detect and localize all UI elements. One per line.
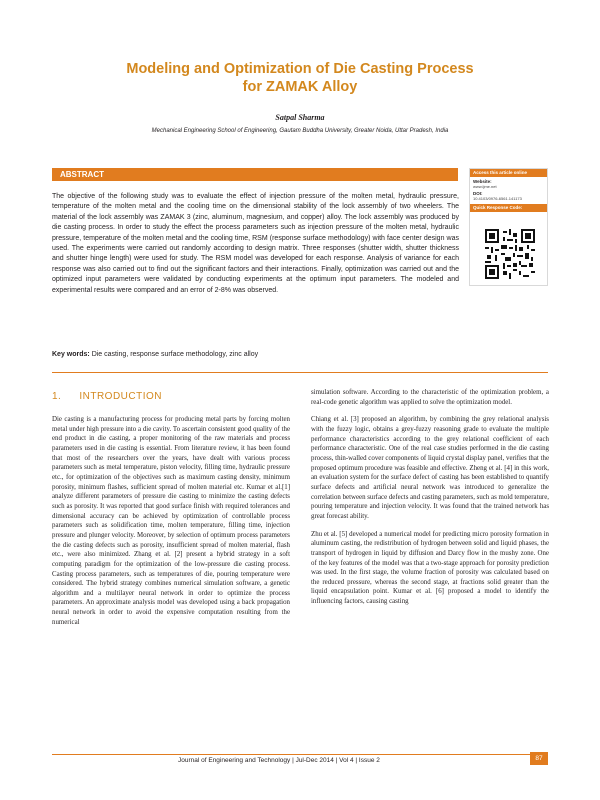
intro-paragraph-continued: simulation software. According to the characteristic of the optimization problem, a real-code genetic algorithm was applied to solve the optimization model. — [311, 389, 549, 406]
section-heading-introduction — [52, 391, 162, 402]
author-name: Satpal Sharma — [275, 113, 325, 122]
title-line-2: for ZAMAK Alloy — [242, 79, 358, 95]
right-column — [311, 388, 549, 615]
intro-paragraph-1: Die casting is a manufacturing process for producing metal parts by forcing molten metal under high pressure into a die cavity. To ascertain consistent good quality of the end product in die casting, a proper monitoring of the raw materials and process parameters used in die casting is essential. From literature review, it has been found that most of the researchers over the years, have dealt with various process parameters such as metal temperature, piston velocity, filling time, hydraulic pressure etc., for optimization of the objectives such as maximum casting density, minimum porosity, minimum flashes, sufficient spread of molten material etc. Kumar et al.[1] analyze different parameters of pressure die casting to minimize the casting defects such as porosity. It was reported that good surface finish with required tolerances and dimensional accuracy can be achieved by optimization of controllable process parameters such as solidification time, molten temperature, filling time, injection pressure and plunger velocity. Moreover, by selection of optimum process parameters the die casting defects such as porosity, insufficient spread of molten material, flash etc., were also minimized. Zhang et al. [2] present a hybrid strategy in a soft computing paradigm for the optimization of the low-pressure die casting process. Casting process parameters, such as temperatures of die, pouring temperature were considered. The hybrid strategy combines numerical simulation software, a genetic algorithm and a multilayer neural network in order to optimize the process parameters. An approximate analysis model was developed using a back propagation neural network in order to avoid the expensive computation resulting from the numerical — [52, 416, 290, 626]
qr-label: Quick Response Code: — [470, 204, 547, 212]
intro-paragraph-chiang: Chiang et al. [3] proposed an algorithm, by combining the grey relational analysis with the fuzzy logic, obtains a grey-fuzzy reasoning grade to evaluate the multiple performance characteristics according to the grey relational coefficient of each performance characteristic. One of the real case studies performed in the die casting process, thin-walled cover components of liquid crystal display panel, verifies that the proposed optimum procedure was feasible and effective. Zheng et al. [4] in this work, an evaluation system for the surface defect of casting has been established to quantify surface defects and artificial neural network was introduced to generalize the correlation between surface defects and casting parameters, such as mold temperature, pouring temperature and injection velocity. It was found that the trained network has great forecast ability. — [311, 416, 550, 520]
website-label: Website: — [473, 179, 492, 184]
website-link[interactable]: www.ijme.net — [473, 184, 497, 189]
intro-paragraph-zhu: Zhu et al. [5] developed a numerical model for predicting micro porosity formation in aluminum casting, the redistribution of hydrogen between solid and liquid phases, the transport of hydrogen in liquid by diffusion and Darcy flow in the mushy zone. One of the key features of the model was that a two-stage approach for porosity prediction was used. In the first stage, the volume fraction of porosity was calculated based on the reduced pressure, whereas the second stage, at fractions solid greater than the liquid encapsulation point. Kumar et al. [6] proposed a model to identify the influencing factors, causing casting — [311, 530, 549, 606]
footer-divider — [52, 754, 548, 755]
keywords-label: Key words: — [52, 351, 90, 358]
access-article-box — [469, 168, 548, 286]
author-affiliation: Mechanical Engineering School of Engineering, Gautam Buddha University, Greater Noida, Uttar Pradesh, India — [151, 128, 449, 134]
section-divider — [52, 372, 548, 373]
abstract-text: The objective of the following study was to evaluate the effect of injection pressure of the molten metal, hydraulic pressure, temperature of the molten metal and the cooling time on the dimensional stability of the lock assembly of two wheelers. The material of the lock assembly was ZAMAK 3 (zinc, aluminum, magnesium, and copper) alloy. The lock assembly was produced by die casting process. In order to study the effect the process parameters such as injection pressure of the molten metal, hydraulic pressure, temperature of the molten metal and the cooling time, RSM (response surface methodology) with face center design was used. The experiments were carried out randomly according to design matrix. Three responses (shutter width, shutter thickness and shutter hinge length) were used for study. The RSM model was developed for each response. Analysis of variance for each response was also carried out to find out the significant factors and their interactions. Finally, optimization was carried out and the optimized input parameters were validated by conducting experiments at the optimum input parameters. The modeled and experimental results were compared and an error of 2-8% was observed. — [52, 193, 459, 294]
paper-title — [20, 60, 580, 96]
keywords-text: Die casting, response surface methodology, zinc alloy — [91, 351, 259, 358]
page-number: 87 — [530, 752, 548, 765]
doi-label: DOI: — [473, 191, 483, 196]
qr-code[interactable] — [485, 229, 535, 279]
title-line-1: Modeling and Optimization of Die Casting Process — [126, 61, 474, 77]
keywords — [52, 351, 459, 358]
access-heading: Access this article online — [470, 169, 547, 177]
journal-footer: Journal of Engineering and Technology | Jul-Dec 2014 | Vol 4 | Issue 2 — [178, 757, 380, 764]
section-title: INTRODUCTION — [79, 391, 163, 402]
abstract-heading: ABSTRACT — [52, 168, 458, 181]
left-column — [52, 415, 290, 635]
doi-value[interactable]: 10.4103/0976-6561.141173 — [473, 196, 522, 201]
section-number: 1. — [52, 391, 62, 402]
